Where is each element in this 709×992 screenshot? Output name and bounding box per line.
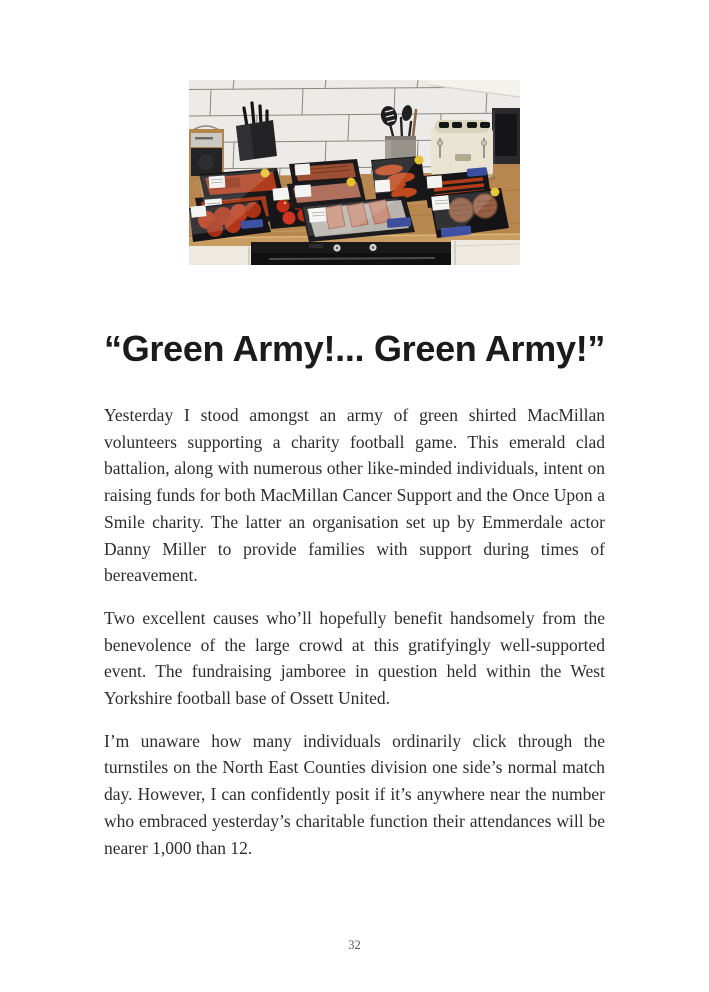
oven [251,242,451,265]
base-cabinet-left [189,246,253,265]
article-title: “Green Army!... Green Army!” [104,328,606,369]
radio [189,126,224,180]
paragraph-1: Yesterday I stood amongst an army of green shirted MacMillan volunteers supporting a charity football game. This emerald clad battalion, along with numerous other like-minded individuals, intent on raising funds for both MacMillan Cancer Support and the Once Upon a Smile charity. The latter an organisation set up by Emmerdale actor Danny Miller to provide families with support during times of bereavement. [104,405,605,586]
article-body [104,402,605,877]
paragraph-3: I’m unaware how many individuals ordinarily click through the turnstiles on the North East Counties division one side’s normal match day. However, I can confidently posit if it’s anywhere near the number who embraced yesterday’s charitable function their attendances will be nearer 1,000 than 12. [104,730,605,858]
page-number: 32 [348,938,361,952]
paragraph-2: Two excellent causes who’ll hopefully benefit handsomely from the benevolence of the large crowd at this gratifyingly well-supported event. The fundraising jamboree in question held within the West Yorkshire football base of Ossett United. [104,607,605,709]
kitchen-photo [189,80,520,265]
right-appliance [492,108,520,166]
base-cabinet-right [451,240,520,265]
